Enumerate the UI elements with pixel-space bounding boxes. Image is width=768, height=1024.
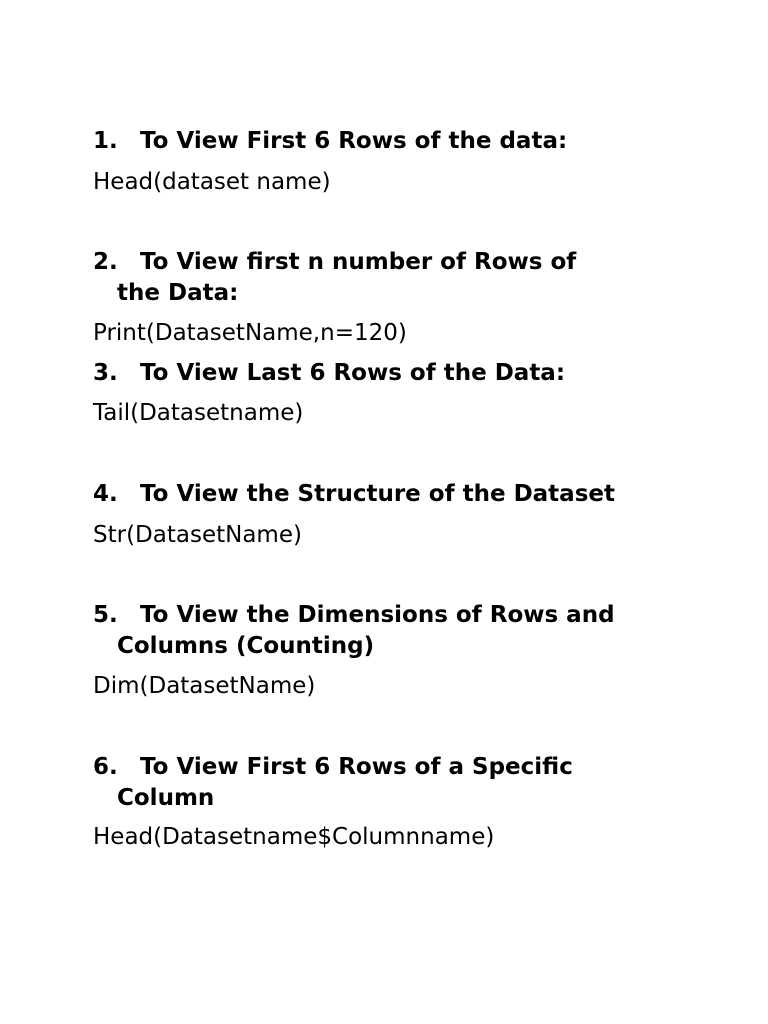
item-heading-5 — [93, 600, 693, 662]
item-code-4: Str(DatasetName) — [93, 522, 302, 548]
item-number-4: 4. — [93, 481, 118, 507]
item-heading-4 — [93, 479, 693, 510]
item-heading-text-6: To View First 6 Rows of a Specific — [140, 754, 573, 780]
item-code-3: Tail(Datasetname) — [93, 400, 304, 426]
item-number-3: 3. — [93, 360, 118, 386]
item-heading-text-2: To View first n number of Rows of — [140, 249, 577, 275]
item-heading-cont-5: Columns (Counting) — [117, 633, 375, 659]
item-heading-text-1: To View First 6 Rows of the data: — [140, 128, 568, 154]
item-number-6: 6. — [93, 754, 118, 780]
item-code-6: Head(Datasetname$Columnname) — [93, 824, 495, 850]
item-heading-6 — [93, 752, 693, 814]
item-heading-text-3: To View Last 6 Rows of the Data: — [140, 360, 566, 386]
item-heading-text-4: To View the Structure of the Dataset — [140, 481, 615, 507]
item-number-2: 2. — [93, 249, 118, 275]
item-heading-cont-2: the Data: — [117, 280, 239, 306]
item-number-5: 5. — [93, 602, 118, 628]
item-code-5: Dim(DatasetName) — [93, 673, 316, 699]
item-heading-3 — [93, 358, 693, 389]
item-heading-text-5: To View the Dimensions of Rows and — [140, 602, 615, 628]
item-heading-2 — [93, 247, 693, 309]
item-number-1: 1. — [93, 128, 118, 154]
item-code-1: Head(dataset name) — [93, 169, 331, 195]
item-heading-1 — [93, 126, 693, 157]
item-heading-cont-6: Column — [117, 785, 215, 811]
item-code-2: Print(DatasetName,n=120) — [93, 320, 407, 346]
